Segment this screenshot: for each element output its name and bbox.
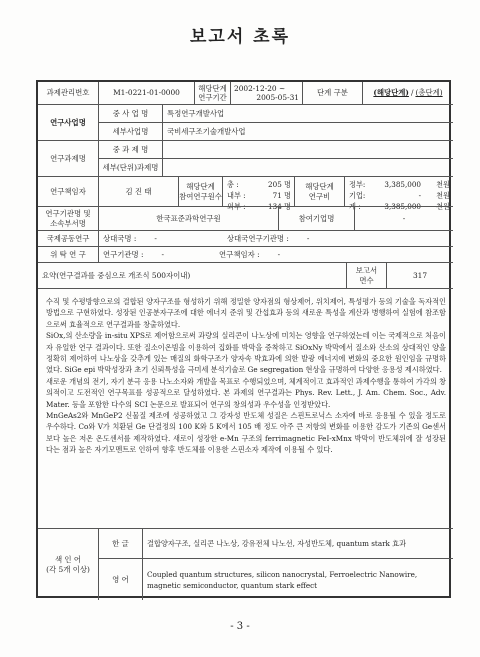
topic-mid-label: 중 과 제 명 — [98, 140, 162, 158]
fund-gov: 정부: 3,385,000 천원 — [349, 180, 450, 189]
pages-value: 317 — [386, 262, 453, 288]
pages-label — [346, 262, 386, 288]
fund-corp: 기업: - 천원 — [349, 191, 450, 200]
keywords-en-value: Coupled quantum structures, silicon nanocrystal, Ferroelectric Nanowire, magnetic semiconductor, quantum stark effect — [142, 558, 453, 600]
topic-mid-value — [162, 140, 453, 158]
period-label — [194, 82, 230, 104]
period-start: 2002-12-20 ~ — [234, 83, 286, 93]
stage-label: 단계 구분 — [302, 82, 362, 104]
summary-top-rule — [38, 288, 453, 289]
topic-label: 연구과제명 — [38, 140, 98, 176]
intl-country-label: 상대국명 : — [103, 233, 137, 243]
count-total: 총 : 205 명 — [227, 180, 291, 189]
researcher-funds — [344, 176, 453, 211]
keywords-label-2: (각 5개 이상) — [46, 564, 90, 574]
pages-label-1: 보고서 — [355, 266, 378, 276]
institution-label-2: 소속부서명 — [50, 218, 86, 228]
delegate-person-label: 연구책임자 : — [219, 249, 260, 259]
institution-label — [38, 206, 98, 230]
keywords-ko-label: 한 글 — [98, 528, 142, 558]
period-value — [230, 82, 302, 104]
fund-sum: 계 : 3,385,000 천원 — [349, 202, 450, 211]
page-number: - 3 - — [230, 621, 250, 632]
researcher-counts — [222, 176, 294, 211]
topic-sub-label: 세부(단위)과제명 — [98, 158, 162, 176]
stage-total: (총단계) — [415, 88, 443, 98]
intl-country-value: - — [154, 233, 157, 243]
fund-label-1: 해당단계 — [305, 182, 334, 192]
delegate-org-value: - — [161, 249, 165, 259]
delegate-person-value: - — [277, 249, 281, 259]
summary-label: 요약(연구결과를 중심으로 개조식 500자이내) — [38, 262, 346, 288]
keywords-ko-value: 결합양자구조, 실리콘 나노상, 강유전체 나노선, 자성반도체, quantum stark 효과 — [142, 528, 453, 558]
stage-sep: / — [410, 88, 414, 98]
company-label: 참여기업명 — [278, 206, 354, 230]
institution-value: 한국표준과학연구원 — [98, 206, 278, 230]
researcher-fund-label — [294, 176, 344, 206]
researcher-name: 김 진 태 — [98, 176, 178, 206]
stage-current: (해당단계) — [373, 88, 409, 98]
count-inner: 내부 : 71 명 — [227, 191, 291, 200]
intl-label: 국제공동연구 — [38, 230, 98, 246]
summary-paragraph: 수직 및 수평방향으로의 결합된 양자구조를 형성하기 위해 정밀한 양자점의 형상제어, 위치제어, 특성평가 등의 기술을 독자적인 방법으로 구현하였다. 성장된 인공분자구조에 대한 에너지 준위 및 간섭효과 등의 새로운 특성을 계산과 병행하여 실험에 참조함으로써 효율적으로 연구결과를 창출하였다. — [46, 297, 446, 329]
summary-body — [46, 296, 446, 456]
period-end: 2005-05-31 — [256, 93, 299, 102]
intl-org-value: - — [306, 233, 310, 243]
delegate-value — [98, 246, 453, 262]
company-value: - — [354, 206, 453, 230]
keywords-label-1: 색 인 어 — [54, 555, 82, 565]
intl-org-label: 상대국연구기관명 : — [226, 233, 289, 243]
intl-value — [98, 230, 453, 246]
count-label-2: 참여연구원수 — [179, 191, 222, 201]
mgmt-label: 과제관리번호 — [46, 88, 90, 98]
count-label-1: 해당단계 — [186, 182, 215, 192]
delegate-org-label: 연구기관명 : — [103, 249, 144, 259]
count-outer: 외부 : 134 명 — [227, 202, 291, 211]
mgmt-value: M1-0221-01-0000 — [98, 82, 194, 104]
project-label: 연구사업명 — [38, 104, 98, 140]
page-title: 보고서 초록 — [189, 27, 291, 47]
delegate-label: 위 탁 연 구 — [38, 246, 98, 262]
researcher-count-label — [178, 176, 222, 206]
keywords-label — [38, 528, 98, 600]
abstract-table — [36, 80, 451, 598]
fund-label-2: 연구비 — [308, 191, 331, 201]
project-mid-value: 특정연구개발사업 — [162, 104, 453, 122]
pages-label-2: 면수 — [359, 275, 374, 285]
project-mid-label: 중 사 업 명 — [98, 104, 162, 122]
researcher-label: 연구책임자 — [38, 176, 98, 206]
project-sub-value: 국비세구조기술개발사업 — [162, 122, 453, 140]
project-sub-label: 세부사업명 — [98, 122, 162, 140]
summary-paragraph: 새로운 개념의 전기, 자기 분극 응용 나노소자와 개발을 목표로 수행되었으며, 체계적이고 효과적인 과제수행을 통하여 가각의 창의적이고 도전적인 연구목표를 성공적으로 달성하였다. 본 과제의 연구결과는 Phys. Rev. Lett., J. Am. Chem. Soc., Adv. Mater. 등을 포함한 다수의 SCI 논문으로 발표되어 연구의 창의성과 우수성을 인정받았다. — [46, 376, 446, 409]
period-label-1: 해당단계 — [198, 83, 227, 93]
keywords-en-label: 영 어 — [98, 558, 142, 600]
institution-label-1: 연구기관명 및 — [45, 209, 91, 219]
period-label-2: 연구기간 — [198, 93, 227, 102]
topic-sub-value — [162, 158, 453, 176]
summary-paragraph: MnGeAs2와 MnGeP2 신물질 제조에 성공하였고 그 강자성 반도체 성질은 스핀트로닉스 소자에 바로 응용될 수 있을 정도로 우수하다. Co와 V가 치환된 Ge 단결정의 100 K와 5 K에서 105 배 정도 아주 큰 저항의 변화를 이용한 감도가 기존의 Ge센서 보다 높은 저온 온도센서를 제작하였다. 새로이 성장한 e-Mn 구조의 ferrimagnetic FeI-xMnx 박막이 반도체위에 잘 성장된다는 점과 높은 자기모멘트로 인하여 향후 반도체를 이용한 스핀소자 제작에 이용될 수 있다. — [46, 411, 446, 455]
summary-paragraph: SiOx,의 산소량을 in-situ XPS로 제어함으로써 과량의 실리콘이 나노상에 미치는 영향을 연구하였는데 이는 국제적으로 처음이자 유일한 연구 결과이다. 또한 질소이온빔을 이용하여 집화를 박막을 증착하고 SiOxNy 박막에서 질소와 산소의 상대적인 양을 정확히 제어하여 나노상을 갖추게 있는 매질의 화학구조가 양자속 박효과에 의한 발광 에너지에 변화의 중요한 원인임을 규명하였다. SiGe epi 박막성장과 초기 신뢰특성을 극미세 분석기술로 Ge segregation 현상을 규명하여 다양한 응용성 제시하였다. — [46, 331, 446, 375]
stage-value — [362, 82, 453, 104]
